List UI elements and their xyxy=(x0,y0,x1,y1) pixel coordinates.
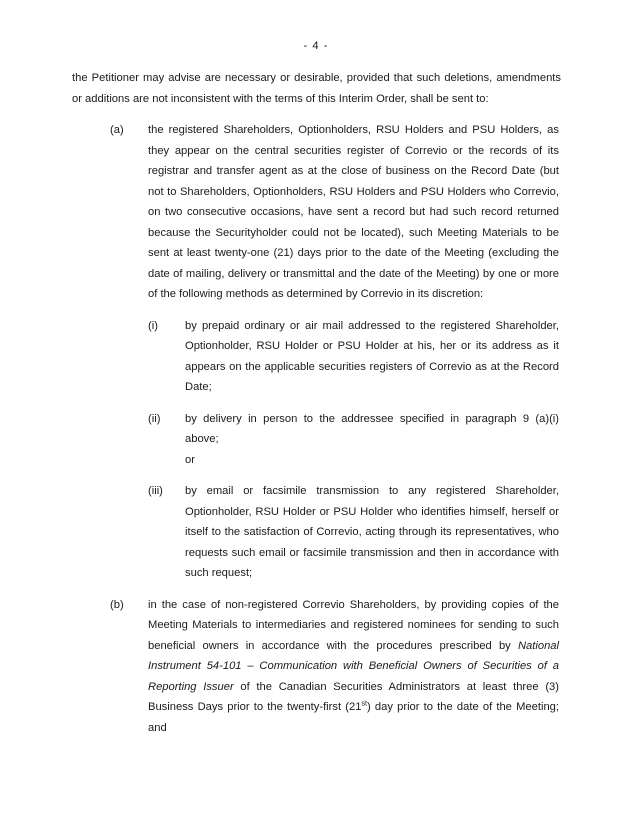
text-line: sent at least twenty-one (21) days prior to the date of the Meeting (excluding the xyxy=(148,247,559,259)
italic-text-run: National xyxy=(517,639,559,652)
sub-item-body xyxy=(185,409,559,471)
item-label: (b) xyxy=(110,598,124,611)
sub-item-ii xyxy=(148,409,559,471)
text-line: Optionholder, RSU Holder or PSU Holder who identifies himself, herself or xyxy=(185,505,559,518)
sub-item-body xyxy=(185,481,559,584)
text-line: such request; xyxy=(185,567,253,579)
text-run: of the Canadian Securities Administrators at least three (3) xyxy=(233,680,559,693)
text-line: on two consecutive occasions, have sent a record but had such record returned xyxy=(148,206,559,218)
text-line: they appear on the central securities register of Correvio or the records of its xyxy=(148,144,559,157)
sub-item-body xyxy=(185,316,559,398)
text-line: of the following methods as determined by Correvio in its discretion: xyxy=(148,288,484,300)
text-line: registrar and transfer agent as at the close of business on the Record Date (but xyxy=(148,165,559,177)
item-body xyxy=(148,120,559,584)
sub-item-label: (i) xyxy=(148,319,158,332)
text-line xyxy=(148,677,559,698)
text-line: requests such email or facsimile transmission and then in accordance with xyxy=(185,546,559,559)
text-line xyxy=(148,697,559,718)
text-line: because the Securityholder could not be located), such Meeting Materials to be xyxy=(148,226,559,239)
text-run: beneficial owners in accordance with the procedures prescribed by xyxy=(148,639,518,652)
text-line: or xyxy=(185,453,195,466)
sub-item-label: (iii) xyxy=(148,485,163,497)
text-line: by prepaid ordinary or air mail addressed to the registered Shareholder, xyxy=(185,319,559,332)
item-body xyxy=(148,595,559,739)
text-line: Meeting Materials to intermediaries and registered nominees for sending to such xyxy=(148,619,559,631)
text-line: Optionholder, RSU Holder or PSU Holder at his, her or its address as it xyxy=(185,340,559,352)
text-line: and xyxy=(148,721,167,734)
intro-paragraph xyxy=(72,68,561,109)
text-line: by delivery in person to the addressee specified in paragraph 9 (a)(i) above; xyxy=(185,412,559,445)
text-line: or additions are not inconsistent with the terms of this Interim Order, shall be sent to: xyxy=(72,92,489,105)
text-line: the Petitioner may advise are necessary or desirable, provided that such deletions, amendments xyxy=(72,72,561,84)
page-number: - 4 - xyxy=(303,40,329,52)
sub-item-i xyxy=(148,316,559,398)
sup-text-run: st xyxy=(361,699,368,708)
text-run: ) day prior to the date of the Meeting; xyxy=(367,701,559,713)
list-item-b xyxy=(110,595,561,739)
text-line: by email or facsimile transmission to any registered Shareholder, xyxy=(185,485,559,497)
text-run: Business Days prior to the twenty-first (21 xyxy=(148,701,362,713)
sub-item-iii xyxy=(148,481,559,584)
page-content xyxy=(72,68,561,738)
italic-text-run: Instrument 54-101 – Communication with Beneficial Owners of Securities of a xyxy=(148,660,559,672)
text-line: not to Shareholders, Optionholders, RSU Holders and PSU Holders who Correvio, xyxy=(148,185,559,198)
italic-text-run: Reporting Issuer xyxy=(148,680,234,693)
ordered-list xyxy=(72,120,561,738)
text-line xyxy=(148,656,559,677)
text-line: appears on the applicable securities registers of Correvio as at the Record xyxy=(185,360,559,373)
text-line: Date; xyxy=(185,381,212,393)
list-item-a xyxy=(110,120,561,584)
text-line: date of mailing, delivery or transmittal and the date of the Meeting) by one or more xyxy=(148,267,559,280)
text-line: itself to the satisfaction of Correvio, acting through its representatives, who xyxy=(185,526,559,538)
sub-item-label: (ii) xyxy=(148,412,161,425)
text-line xyxy=(148,636,559,657)
text-line: the registered Shareholders, Optionholders, RSU Holders and PSU Holders, as xyxy=(148,124,559,136)
text-line: in the case of non-registered Correvio Shareholders, by providing copies of the xyxy=(148,598,559,611)
item-label: (a) xyxy=(110,124,124,136)
